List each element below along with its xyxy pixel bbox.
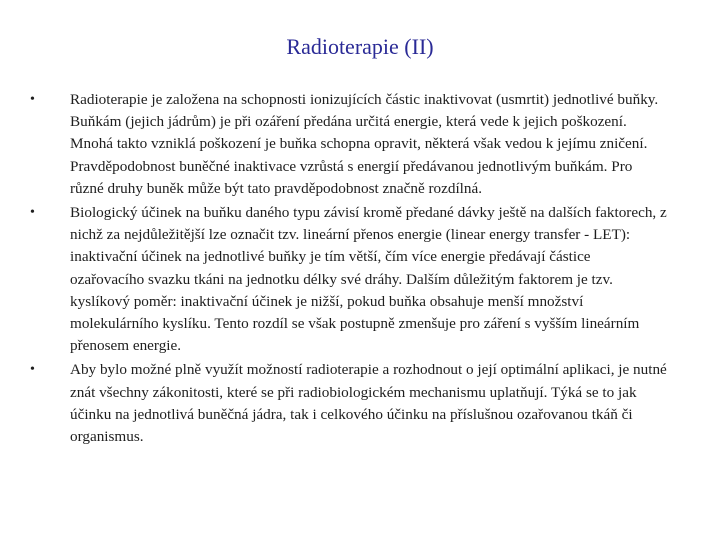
bullet-text: Aby bylo možné plně využít možností radioterapie a rozhodnout o její optimální aplikaci, je nutné znát všechny zákonitosti, které se při radiobiologickém mechanismu uplatňují. Týká se to jak účinku na jednotlivá buněčná jádra, tak i celkového účinku na příslušnou ozařovanou tkáň či organismus.	[70, 361, 667, 446]
slide-title: Radioterapie (II)	[286, 34, 434, 59]
bullet-item	[28, 202, 668, 357]
bullet-point-icon: •	[30, 92, 35, 107]
bullet-point-icon: •	[30, 362, 35, 378]
bullet-point-icon: •	[30, 205, 35, 221]
bullet-item	[28, 359, 668, 448]
bullet-text: Biologický účinek na buňku daného typu závisí kromě předané dávky ještě na dalších faktorech, z nichž za nejdůležitější lze označit tzv. lineární přenos energie (linear energy transfer - LET): inaktivační účinek na jednotlivé buňky je tím větší, čím více energie předávají částice ozařovacího svazku tkáni na jednotku délky své dráhy. Dalším důležitým faktorem je tzv. kyslíkový poměr: inaktivační účinek je nižší, pokud buňka obsahuje menší množství molekulárního kyslíku. Tento rozdíl se však postupně zmenšuje pro záření s vyšším lineárním přenosem energie.	[70, 204, 667, 355]
bullet-item	[28, 89, 668, 200]
bullet-list	[28, 89, 668, 450]
bullet-text: Radioterapie je založena na schopnosti ionizujících částic inaktivovat (usmrtit) jednotlivé buňky. Buňkám (jejich jádrům) je při ozáření předána určitá energie, která vede k jejich poškození. Mnohá takto vzniklá poškození je buňka schopna opravit, některá však vedou k jejímu zničení. Pravděpodobnost buněčné inaktivace vzrůstá s energií předávanou jednotlivým buňkám. Pro různé druhy buněk může být tato pravděpodobnost značně rozdílná.	[70, 91, 659, 197]
